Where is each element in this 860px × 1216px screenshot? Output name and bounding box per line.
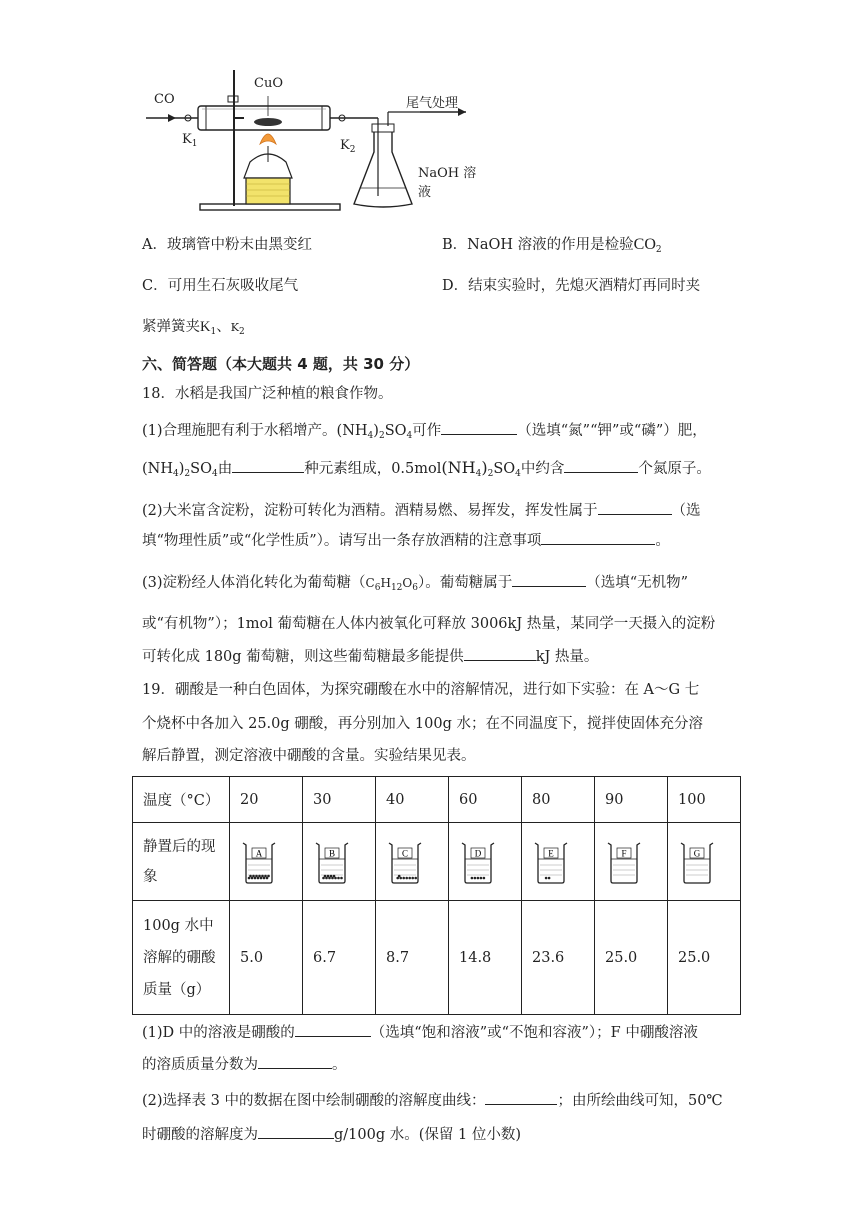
- dissolved-cell: 14.8: [449, 901, 522, 1015]
- option-c: C．可用生石灰吸收尾气: [142, 278, 299, 294]
- beaker-cell: [303, 823, 376, 901]
- option-d: D．结束实验时，先熄灭酒精灯再同时夹: [442, 278, 701, 294]
- row-header-observation: 静置后的现 象: [133, 823, 230, 901]
- dissolved-cell: 25.0: [668, 901, 741, 1015]
- co-label: CO: [154, 92, 175, 107]
- beaker-icon: [240, 839, 302, 885]
- temp-cell: 90: [595, 777, 668, 823]
- q19-part1-line2: 的溶质质量分数为 。: [142, 1054, 347, 1075]
- beaker-icon: [313, 839, 375, 885]
- q19-line2: 个烧杯中各加入 25.0g 硼酸，再分别加入 100g 水；在不同温度下，搅拌使固体充分溶: [142, 716, 703, 732]
- answer-blank[interactable]: [232, 458, 304, 473]
- tail-gas-label: 尾气处理: [406, 96, 459, 111]
- svg-text:G: G: [693, 848, 701, 858]
- temp-cell: 20: [230, 777, 303, 823]
- beaker-icon: [605, 839, 667, 885]
- cuo-label: CuO: [254, 76, 283, 91]
- dissolved-cell: 5.0: [230, 901, 303, 1015]
- beaker-cell: [449, 823, 522, 901]
- k1-label: $K_1$: [182, 132, 198, 149]
- dissolved-cell: 8.7: [376, 901, 449, 1015]
- temp-cell: 100: [668, 777, 741, 823]
- temp-cell: 60: [449, 777, 522, 823]
- answer-blank[interactable]: [564, 458, 638, 473]
- apparatus-diagram: [140, 66, 480, 216]
- beaker-cell: [230, 823, 303, 901]
- answer-blank[interactable]: [541, 530, 655, 545]
- temp-cell: 80: [522, 777, 595, 823]
- observation-row: [133, 823, 741, 901]
- beaker-icon: [678, 839, 740, 885]
- dissolved-cell: 23.6: [522, 901, 595, 1015]
- q19-part1-line1: (1)D 中的溶液是硼酸的 （选填“饱和溶液”或“不饱和容液”）；F 中硼酸溶液: [142, 1022, 698, 1043]
- q18-part2-line2: 填“物理性质”或“化学性质”）。请写出一条存放酒精的注意事项 。: [142, 530, 670, 551]
- answer-blank[interactable]: [485, 1090, 557, 1105]
- option-a: A．玻璃管中粉末由黑变红: [142, 237, 312, 253]
- answer-blank[interactable]: [258, 1054, 332, 1069]
- dissolved-cell: 25.0: [595, 901, 668, 1015]
- svg-text:A: A: [255, 848, 263, 858]
- beaker-icon: [532, 839, 594, 885]
- section-heading: 六、简答题（本大题共 4 题，共 30 分）: [142, 355, 420, 373]
- q18-part1-line2: $(NH_4)_2SO_4$由 种元素组成，$0.5mol(NH_4)_2SO_4$中约含 个氮原子。: [142, 458, 711, 479]
- naoh-label: NaOH 溶液: [418, 166, 477, 200]
- beaker-cell: [522, 823, 595, 901]
- q18-part3-line3: 可转化成 180g 葡萄糖，则这些葡萄糖最多能提供 kJ 热量。: [142, 646, 598, 667]
- beaker-icon: [459, 839, 521, 885]
- row-header-dissolved: 100g 水中 溶解的硼酸 质量（g）: [133, 901, 230, 1015]
- beaker-cell: [668, 823, 741, 901]
- q18-stem: 18．水稻是我国广泛种植的粮食作物。: [142, 386, 393, 402]
- beaker-cell: [595, 823, 668, 901]
- answer-blank[interactable]: [464, 646, 536, 661]
- temp-cell: 30: [303, 777, 376, 823]
- answer-blank[interactable]: [441, 420, 517, 435]
- q18-part1-line1: (1)合理施肥有利于水稻增产。$(NH_4)_2SO_4$可作 （选填“氮”“钾”或“磷”）肥，: [142, 420, 707, 446]
- option-d-continued: 紧弹簧夹$K_1$、$K_2$: [142, 319, 245, 337]
- q18-part2-line1: (2)大米富含淀粉，淀粉可转化为酒精。酒精易燃、易挥发，挥发性属于 （选: [142, 500, 701, 521]
- dissolved-cell: 6.7: [303, 901, 376, 1015]
- q18-part3-line2: 或“有机物”）；1mol 葡萄糖在人体内被氧化可释放 3006kJ 热量，某同学一天摄入的淀粉: [142, 616, 716, 632]
- q19-line3: 解后静置，测定溶液中硼酸的含量。实验结果见表。: [142, 748, 476, 764]
- row-header-temperature: 温度（°C）: [133, 777, 230, 823]
- svg-text:E: E: [548, 848, 554, 858]
- svg-text:D: D: [474, 848, 482, 858]
- beaker-cell: [376, 823, 449, 901]
- svg-text:C: C: [401, 848, 409, 858]
- answer-blank[interactable]: [258, 1124, 334, 1139]
- answer-blank[interactable]: [512, 572, 586, 587]
- k2-label: $K_2$: [340, 138, 356, 155]
- beaker-icon: [386, 839, 448, 885]
- temp-cell: 40: [376, 777, 449, 823]
- q19-part2-line1: (2)选择表 3 中的数据在图中绘制硼酸的溶解度曲线： ；由所绘曲线可知，50℃: [142, 1090, 723, 1111]
- q19-line1: 19．硼酸是一种白色固体，为探究硼酸在水中的溶解情况，进行如下实验：在 A～G 七: [142, 682, 700, 698]
- svg-text:F: F: [621, 848, 627, 858]
- dissolved-row: [133, 901, 741, 1015]
- answer-blank[interactable]: [295, 1022, 371, 1037]
- svg-text:B: B: [328, 848, 336, 858]
- temperature-row: [133, 777, 741, 823]
- solubility-table: [132, 776, 741, 1015]
- option-b: B．NaOH 溶液的作用是检验$CO_2$: [442, 236, 662, 255]
- q18-part3-line1: (3)淀粉经人体消化转化为葡萄糖$(C_6H_{12}O_6)$。葡萄糖属于 （选填“无机物”: [142, 572, 688, 598]
- q19-part2-line2: 时硼酸的溶解度为 g/100g 水。(保留 1 位小数): [142, 1124, 521, 1145]
- answer-blank[interactable]: [598, 500, 672, 515]
